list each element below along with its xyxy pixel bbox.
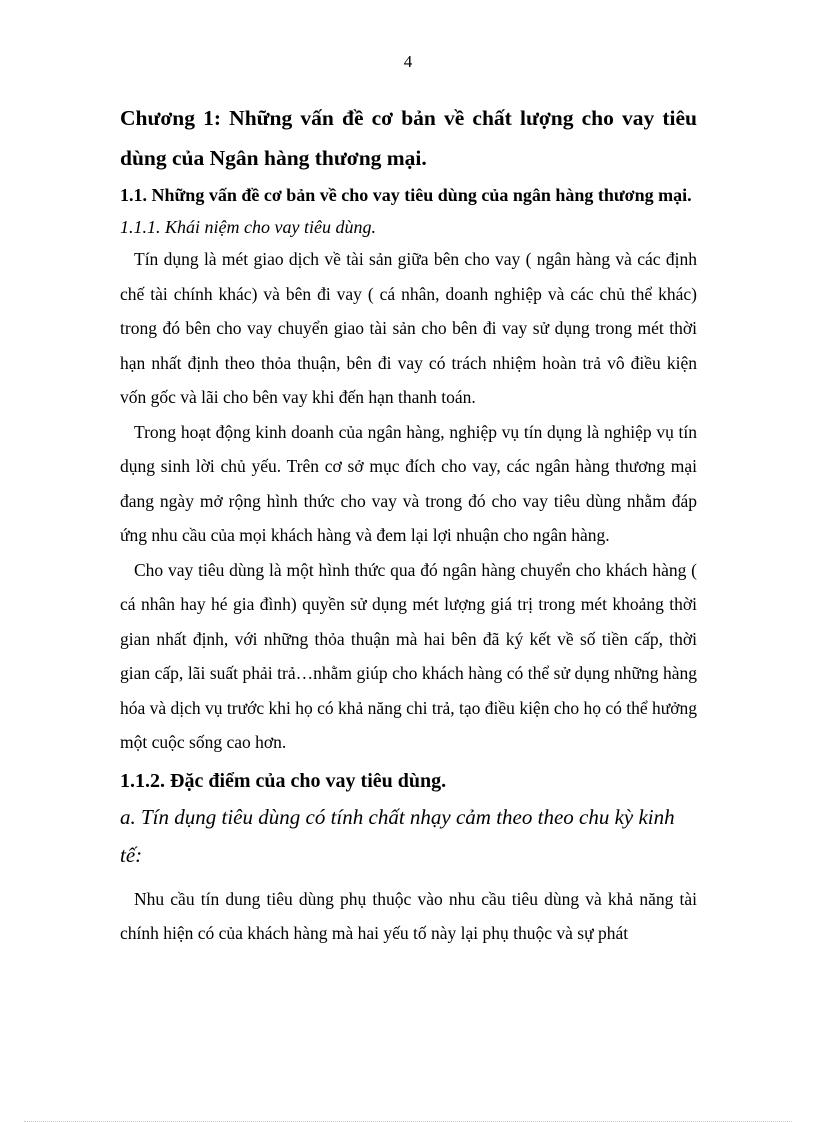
subsection-heading-1-1-1: 1.1.1. Khái niệm cho vay tiêu dùng. [120,217,376,237]
document-body [120,98,697,951]
page-number: 4 [403,52,413,71]
chapter-title: Chương 1: Những vấn đề cơ bản về chất lượng cho vay tiêu dùng của Ngân hàng thương mại. [120,106,697,170]
section-heading-1-1: 1.1. Những vấn đề cơ bản về cho vay tiêu dùng của ngân hàng thương mại. [120,185,692,205]
paragraph-consumer-credit-demand: Nhu cầu tín dung tiêu dùng phụ thuộc vào nhu cầu tiêu dùng và khả năng tài chính hiện có của khách hàng mà hai yếu tố này lại phụ thuộc và sự phát [120,888,697,943]
page-bottom-rule [24,1121,792,1122]
item-heading-a: a. Tín dụng tiêu dùng có tính chất nhạy cảm theo theo chu kỳ kinh tế: [120,804,675,867]
subsection-heading-1-1-2: 1.1.2. Đặc điểm của cho vay tiêu dùng. [120,769,447,792]
paragraph-bank-credit-activity: Trong hoạt động kinh doanh của ngân hàng, nghiệp vụ tín dụng là nghiệp vụ tín dụng sinh lời chủ yếu. Trên cơ sở mục đích cho vay, các ngân hàng thương mại đang ngày mở rộng hình thức cho vay và trong đó cho vay tiêu dùng nhằm đáp ứng nhu cầu của mọi khách hàng và đem lại lợi nhuận cho ngân hàng. [120,421,697,545]
paragraph-consumer-loan-definition: Cho vay tiêu dùng là một hình thức qua đó ngân hàng chuyển cho khách hàng ( cá nhân hay hé gia đình) quyền sử dụng mét lượng giá trị trong mét khoảng thời gian nhất định, với những thỏa thuận mà hai bên đã ký kết về số tiền cấp, thời gian cấp, lãi suất phải trả…nhằm giúp cho khách hàng có thể sử dụng những hàng hóa và dịch vụ trước khi họ có khả năng chi trả, tạo điều kiện cho họ có thể hưởng một cuộc sống cao hơn. [120,559,697,752]
paragraph-credit-definition: Tín dụng là mét giao dịch về tài sản giữa bên cho vay ( ngân hàng và các định chế tài chính khác) và bên đi vay ( cá nhân, doanh nghiệp và các chủ thể khác) trong đó bên cho vay chuyển giao tài sản cho bên đi vay sử dụng trong mét thời hạn nhất định theo thỏa thuận, bên đi vay có trách nhiệm hoàn trả vô điều kiện vốn gốc và lãi cho bên vay khi đến hạn thanh toán. [120,249,697,407]
